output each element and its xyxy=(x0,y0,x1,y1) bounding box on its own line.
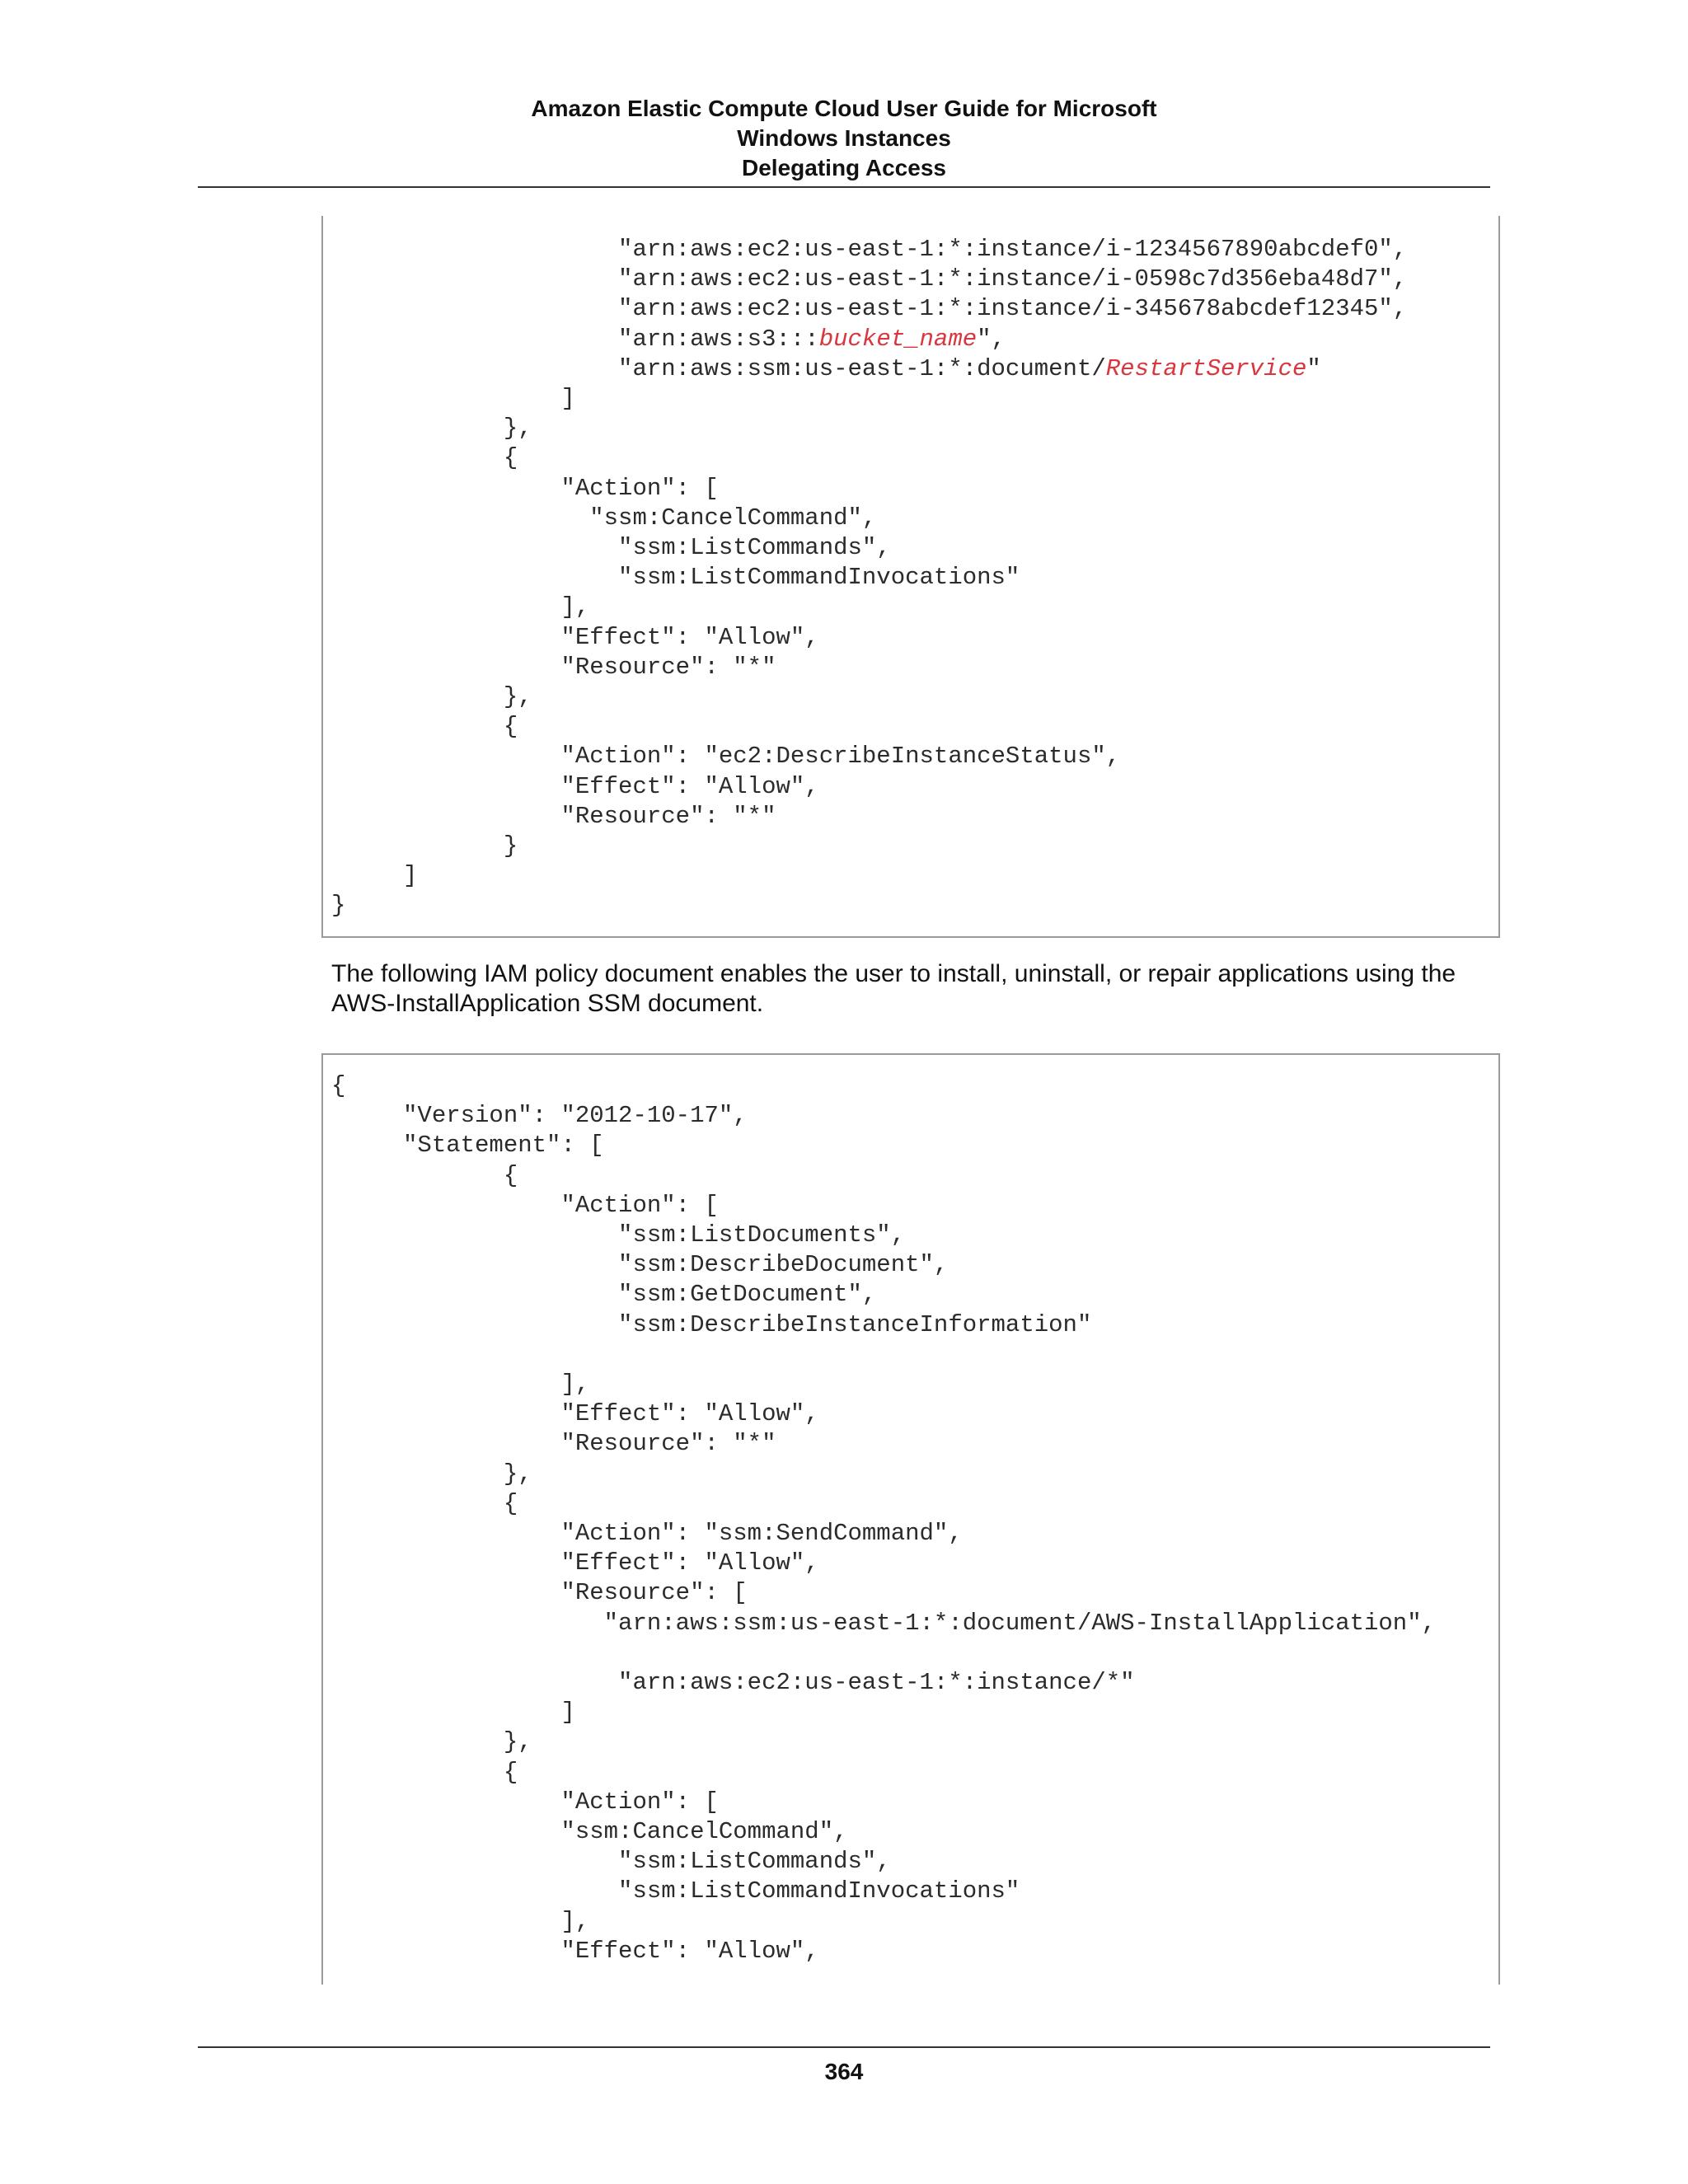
code-line: } xyxy=(331,832,518,860)
code-line: "Version": "2012-10-17", xyxy=(331,1102,748,1130)
code-line: "Action": "ec2:DescribeInstanceStatus", xyxy=(331,743,1121,771)
code-line: "Resource": "*" xyxy=(331,802,776,830)
body-paragraph: The following IAM policy document enables the user to install, uninstall, or repair applications using the AWS-InstallApplication SSM document. xyxy=(331,960,1456,1017)
code-line: "ssm:ListCommands", xyxy=(331,534,891,562)
code-line: "Resource": "*" xyxy=(331,1430,776,1458)
code-line: "ssm:DescribeDocument", xyxy=(331,1251,949,1279)
code-line: "ssm:CancelCommand", xyxy=(331,504,877,532)
code-line: "Resource": [ xyxy=(331,1579,748,1607)
code-line: ] xyxy=(331,385,575,413)
code-line: "Action": [ xyxy=(331,1191,719,1219)
code-line: { xyxy=(331,444,518,472)
code-line: }, xyxy=(331,683,532,711)
code-line: }, xyxy=(331,415,532,443)
code-line: "arn:aws:ec2:us-east-1:*:instance/i-0598c7d356eba48d7", xyxy=(331,265,1408,293)
header-divider xyxy=(198,186,1490,188)
code-line: "Resource": "*" xyxy=(331,653,776,681)
code-line: "ssm:ListCommandInvocations" xyxy=(331,564,1020,592)
code-line: { xyxy=(331,1072,346,1099)
code-line: ], xyxy=(331,593,590,621)
code-line: "ssm:CancelCommand", xyxy=(331,1818,848,1846)
code-line: "ssm:ListDocuments", xyxy=(331,1221,906,1249)
code-line: { xyxy=(331,1161,518,1189)
code-line: "ssm:GetDocument", xyxy=(331,1281,877,1309)
code-line: { xyxy=(331,713,518,741)
code-line: "arn:aws:s3::: xyxy=(331,325,819,353)
code-line: "Effect": "Allow", xyxy=(331,772,819,800)
code-line: "ssm:ListCommands", xyxy=(331,1848,891,1876)
code-line: { xyxy=(331,1489,518,1517)
code-line-tail: ", xyxy=(977,325,1006,353)
code-line: ] xyxy=(331,1699,575,1727)
header-section-title: Delegating Access xyxy=(742,155,946,180)
code-placeholder: RestartService xyxy=(1105,354,1307,382)
code-line: "Effect": "Allow", xyxy=(331,1549,819,1577)
code-line: "arn:aws:ec2:us-east-1:*:instance/i-1234567890abcdef0", xyxy=(331,236,1408,263)
code-block-install-application-policy xyxy=(321,1053,1500,1985)
code-line: "ssm:ListCommandInvocations" xyxy=(331,1877,1020,1905)
code-block-policy-continued xyxy=(321,216,1500,938)
code-line: ], xyxy=(331,1907,590,1935)
header-title-line-1: Amazon Elastic Compute Cloud User Guide for Microsoft xyxy=(531,96,1157,121)
code-line: ], xyxy=(331,1371,590,1399)
code-line: }, xyxy=(331,1728,532,1756)
page-number: 364 xyxy=(824,2059,864,2084)
code-line: ] xyxy=(331,862,418,890)
code-line-tail: " xyxy=(1306,354,1321,382)
page-header xyxy=(198,94,1490,183)
code-listing xyxy=(323,1055,1498,1966)
code-line: "Statement": [ xyxy=(331,1132,604,1160)
code-line: "arn:aws:ssm:us-east-1:*:document/ xyxy=(331,354,1106,382)
header-title-line-2: Windows Instances xyxy=(737,125,951,151)
code-line: "Effect": "Allow", xyxy=(331,623,819,651)
code-line: "Effect": "Allow", xyxy=(331,1937,819,1965)
code-line: "Action": [ xyxy=(331,474,719,502)
code-line: "Action": [ xyxy=(331,1788,719,1816)
code-line: "arn:aws:ec2:us-east-1:*:instance/i-345678abcdef12345", xyxy=(331,295,1408,323)
code-line: "Action": "ssm:SendCommand", xyxy=(331,1520,963,1548)
code-line: "Effect": "Allow", xyxy=(331,1400,819,1428)
code-listing xyxy=(323,216,1498,921)
code-line: "ssm:DescribeInstanceInformation" xyxy=(331,1310,1092,1338)
code-line: } xyxy=(331,892,346,920)
code-line: }, xyxy=(331,1460,532,1488)
code-placeholder: bucket_name xyxy=(818,325,978,353)
code-line: { xyxy=(331,1758,518,1786)
code-line: "arn:aws:ec2:us-east-1:*:instance/*" xyxy=(331,1669,1135,1697)
footer-divider xyxy=(198,2046,1490,2048)
code-line: "arn:aws:ssm:us-east-1:*:document/AWS-InstallApplication", xyxy=(331,1609,1437,1637)
